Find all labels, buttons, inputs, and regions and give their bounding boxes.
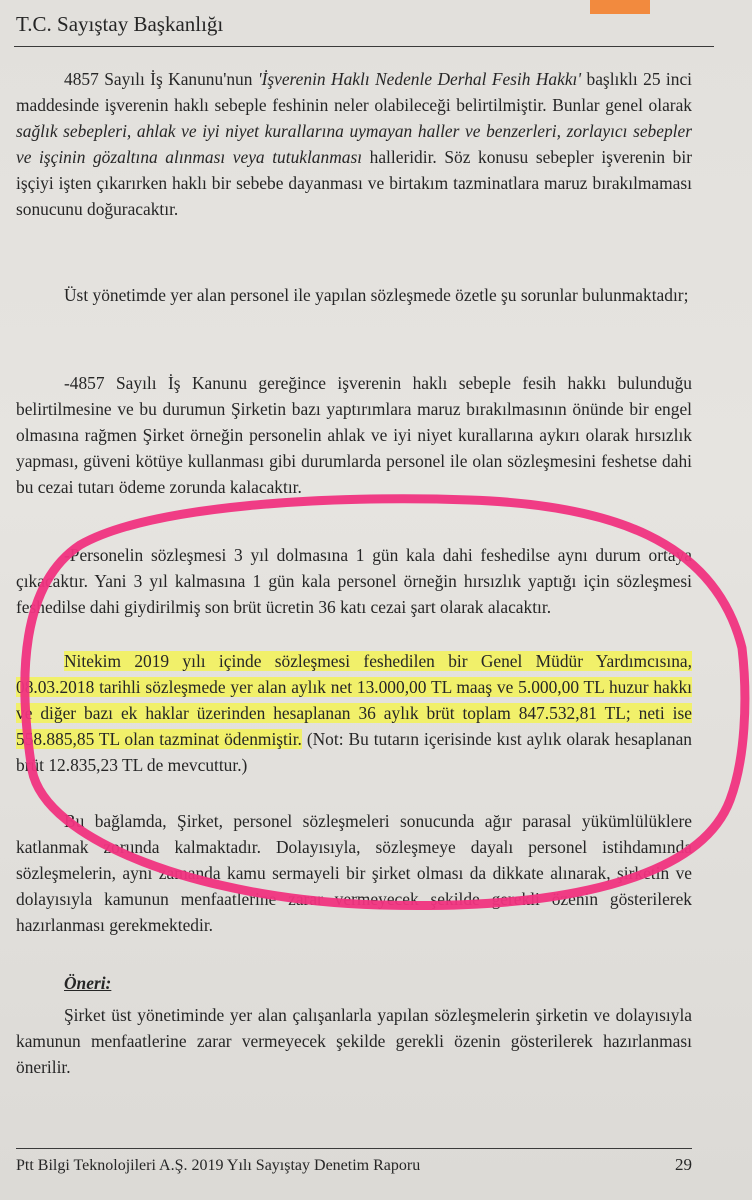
recommendation-heading [16, 970, 692, 996]
paragraph-conclusion-text: Bu bağlamda, Şirket, personel sözleşmeleri sonucunda ağır parasal yükümlülüklere katlanmak zorunda kalmaktadır. Dolayısıyla, sözleşmeye dayalı personel istihdamında sözleşmelerin, aynı zamanda kamu sermayeli bir şirket olması da dikkate alınarak, şirketin ve dolayısıyla kamunun menfaatlerine zarar vermeyecek şekilde gerekli özenin gösterilerek hazırlanması gerekmektedir. [16, 811, 692, 935]
law-article-title: 'İşverenin Haklı Nedenle Derhal Fesih Hakkı' [257, 69, 582, 89]
paragraph-recommendation-text: Şirket üst yönetiminde yer alan çalışanlarla yapılan sözleşmelerin şirketin ve dolayısıyla kamunun menfaatlerine zarar vermeyecek şekilde gerekli özenin gösterilerek hazırlanması önerilir. [16, 1005, 692, 1077]
paragraph-problem-1 [16, 370, 692, 500]
paragraph-problems-intro [16, 282, 692, 308]
footer-report-title: Ptt Bilgi Teknolojileri A.Ş. 2019 Yılı Sayıştay Denetim Raporu [16, 1157, 421, 1174]
paragraph-problems-intro-text: Üst yönetimde yer alan personel ile yapılan sözleşmede özetle şu sorunlar bulunmaktadır; [64, 285, 689, 305]
page-header-title: T.C. Sayıştay Başkanlığı [16, 12, 224, 36]
paragraph-compensation-example [16, 648, 692, 778]
page-header [14, 6, 714, 47]
recommendation-heading-text: Öneri: [64, 973, 112, 993]
highlighted-compensation-text: Nitekim 2019 yılı içinde sözleşmesi feshedilen bir Genel Müdür Yardımcısına, 08.03.2018 tarihli sözleşmede yer alan aylık net 13.000,00 TL maaş ve 5.000,00 TL huzur hakkı ve diğer bazı ek haklar üzerinden hesaplanan 36 aylık brüt toplam 847.532,81 TL; neti ise 558.885,85 TL olan tazminat ödenmiştir. [16, 651, 692, 749]
paragraph-problem-2 [16, 542, 692, 620]
page-footer [16, 1148, 692, 1179]
footer-page-number: 29 [675, 1155, 692, 1174]
paragraph-law-text-a: başlıklı 25 inci maddesinde işverenin haklı sebeple feshinin neler olabileceği belirtilmiştir. Bunlar genel olarak [16, 69, 693, 115]
paragraph-recommendation [16, 1002, 692, 1080]
paragraph-problem-1-text: -4857 Sayılı İş Kanunu gereğince işverenin haklı sebeple fesih hakkı bulunduğu belirtilmesine ve bu durumun Şirketin bazı yaptırımlara maruz bırakılmasının önünde bir engel olmasına rağmen Şirket örneğin personelin ahlak ve iyi niyet kurallarına aykırı olarak hırsızlık yapması, güveni kötüye kullanması gibi durumlarda personel ile olan sözleşmesini feshetse dahi bu cezai tutarı ödeme zorunda kalacaktır. [16, 373, 692, 497]
paragraph-law-text-b: halleridir. Söz konusu sebepler işverenin bir işçiyi işten çıkarırken haklı bir sebebe dayanması ve birtakım tazminatlara maruz bırakılmaması sonucunu doğuracaktır. [16, 147, 692, 219]
paragraph-law-article [16, 66, 692, 222]
dismissal-reasons: sağlık sebepleri, ahlak ve iyi niyet kurallarına uymayan haller ve benzerleri, zorlayıcı sebepler ve işçinin gözaltına alınması veya tutuklanması [16, 121, 692, 167]
paragraph-problem-2-text: -Personelin sözleşmesi 3 yıl dolmasına 1 gün kala dahi feshedilse aynı durum ortaya çıkacaktır. Yani 3 yıl kalmasına 1 gün kala personel örneğin hırsızlık yaptığı için sözleşmesi feshedilse dahi giydirilmiş son brüt ücretin 36 katı cezai şart olarak alacaktır. [16, 545, 692, 617]
paragraph-conclusion [16, 808, 692, 938]
paragraph-law-intro: 4857 Sayılı İş Kanunu'nun [64, 69, 258, 89]
compensation-note: (Not: Bu tutarın içerisinde kıst aylık olarak hesaplanan brüt 12.835,23 TL de mevcuttur.) [16, 729, 692, 775]
